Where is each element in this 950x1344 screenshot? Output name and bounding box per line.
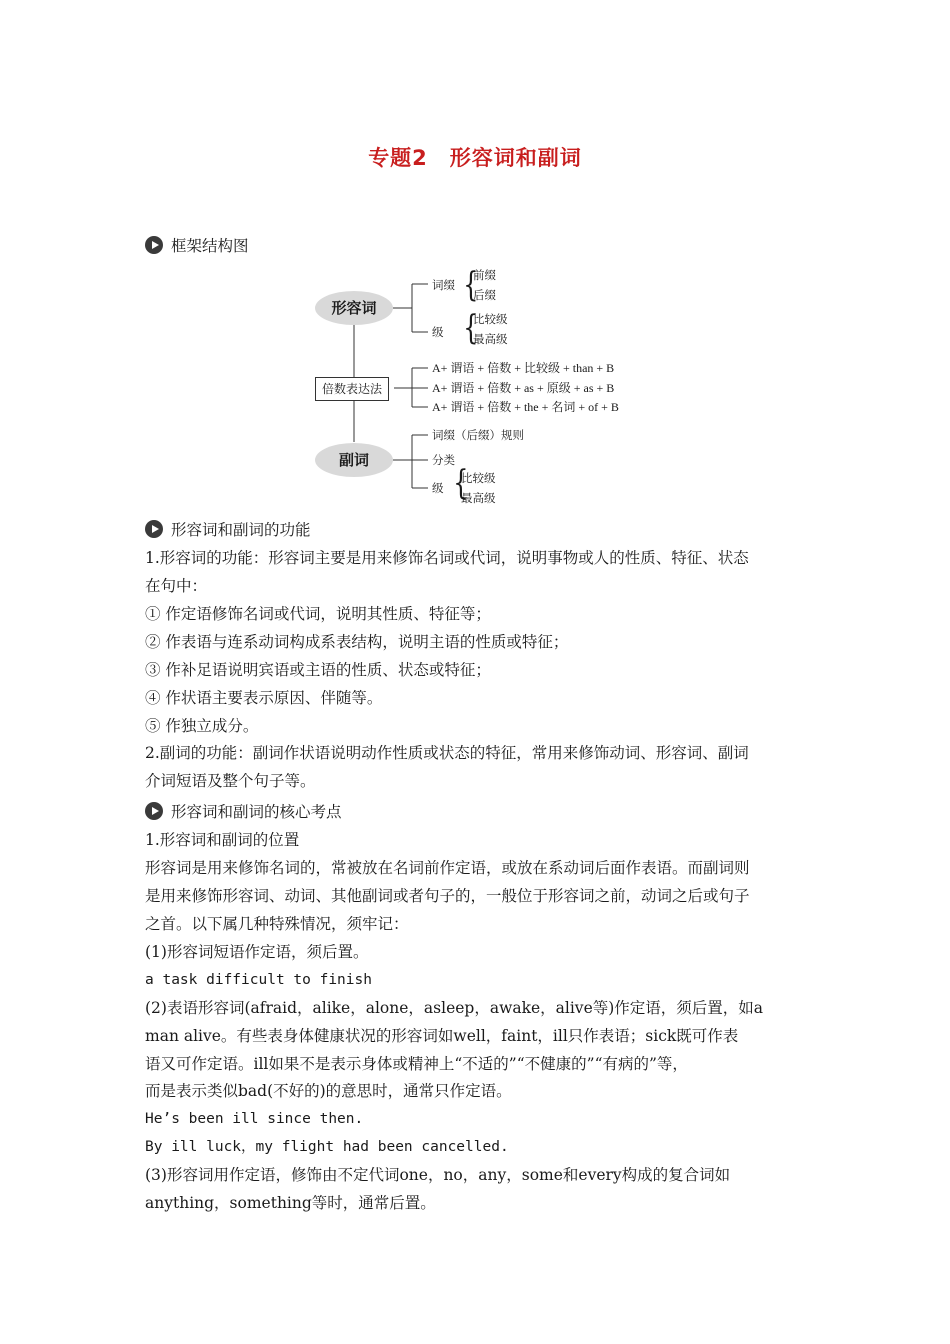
formula-than: A+ 谓语 + 倍数 + 比较级 + than + B xyxy=(432,361,615,375)
comparative-label: 比较级 xyxy=(473,312,508,326)
play-bullet-icon xyxy=(145,236,163,254)
section-heading-text: 形容词和副词的核心考点 xyxy=(171,803,342,821)
superlative-label: 最高级 xyxy=(473,332,508,346)
degree-label: 级 xyxy=(432,325,444,339)
body-line: 在句中： xyxy=(145,577,208,595)
page-title: 专题2 形容词和副词 xyxy=(368,146,582,170)
body-line: ② 作表语与连系动词构成系表结构，说明主语的性质或特征； xyxy=(145,633,569,651)
brace-adv-degree: { xyxy=(453,463,469,503)
brace-affix: { xyxy=(463,265,479,305)
section-heading-functions xyxy=(145,518,311,540)
adv-superlative-label: 最高级 xyxy=(461,491,496,505)
classification-label: 分类 xyxy=(432,453,455,467)
body-line: man alive。有些表身体健康状况的形容词如well，faint，ill只作表语；sick既可作表 xyxy=(145,1027,739,1045)
section-heading-framework xyxy=(145,234,249,256)
affix-label: 词缀 xyxy=(432,278,455,292)
body-line: 语又可作定语。ill如果不是表示身体或精神上“不适的”“不健康的”“有病的”等， xyxy=(145,1055,688,1073)
body-line: 是用来修饰形容词、动词、其他副词或者句子的，一般位于形容词之前，动词之后或句子 xyxy=(145,887,750,905)
example-sentence: a task difficult to finish xyxy=(145,972,372,988)
body-line: 1.形容词和副词的位置 xyxy=(145,831,300,849)
formula-as: A+ 谓语 + 倍数 + as + 原级 + as + B xyxy=(432,381,615,395)
play-bullet-icon xyxy=(145,802,163,820)
example-sentence: By ill luck，my flight had been cancelled. xyxy=(145,1139,509,1155)
formula-the: A+ 谓语 + 倍数 + the + 名词 + of + B xyxy=(432,400,619,414)
body-line: (3)形容词用作定语，修饰由不定代词one，no，any，some和every构成的复合词如 xyxy=(145,1166,731,1184)
suffix-label: 后缀 xyxy=(473,288,496,302)
body-line: 1.形容词的功能：形容词主要是用来修饰名词或代词，说明事物或人的性质、特征、状态 xyxy=(145,549,749,567)
body-line: ④ 作状语主要表示原因、伴随等。 xyxy=(145,689,383,707)
adverb-node: 副词 xyxy=(315,443,393,477)
body-line: ③ 作补足语说明宾语或主语的性质、状态或特征； xyxy=(145,661,491,679)
body-line: 介词短语及整个句子等。 xyxy=(145,772,316,790)
brace-degree: { xyxy=(463,308,479,348)
section-heading-text: 形容词和副词的功能 xyxy=(171,521,311,539)
adv-degree-label: 级 xyxy=(432,481,444,495)
prefix-label: 前缀 xyxy=(473,268,496,282)
body-line: ⑤ 作独立成分。 xyxy=(145,717,259,735)
body-line: 形容词是用来修饰名词的，常被放在名词前作定语，或放在系动词后面作表语。而副词则 xyxy=(145,859,750,877)
body-line: ① 作定语修饰名词或代词，说明其性质、特征等； xyxy=(145,605,491,623)
body-line: (2)表语形容词(afraid，alike，alone，asleep，awake，alive等)作定语，须后置，如a xyxy=(145,999,764,1017)
body-line: (1)形容词短语作定语，须后置。 xyxy=(145,943,369,961)
adverb-rule-label: 词缀（后缀）规则 xyxy=(432,428,524,442)
body-line: 之首。以下属几种特殊情况，须牢记： xyxy=(145,915,409,933)
body-line: 而是表示类似bad(不好的)的意思时，通常只作定语。 xyxy=(145,1082,512,1100)
section-heading-core xyxy=(145,800,342,822)
example-sentence: He’s been ill since then. xyxy=(145,1111,364,1127)
framework-diagram xyxy=(310,262,650,512)
body-line: anything，something等时，通常后置。 xyxy=(145,1194,436,1212)
adv-comparative-label: 比较级 xyxy=(461,471,496,485)
section-heading-text: 框架结构图 xyxy=(171,237,249,255)
multiple-expression-node: 倍数表达法 xyxy=(315,377,389,401)
play-bullet-icon xyxy=(145,520,163,538)
adjective-node: 形容词 xyxy=(315,291,393,325)
body-line: 2.副词的功能：副词作状语说明动作性质或状态的特征，常用来修饰动词、形容词、副词 xyxy=(145,744,749,762)
